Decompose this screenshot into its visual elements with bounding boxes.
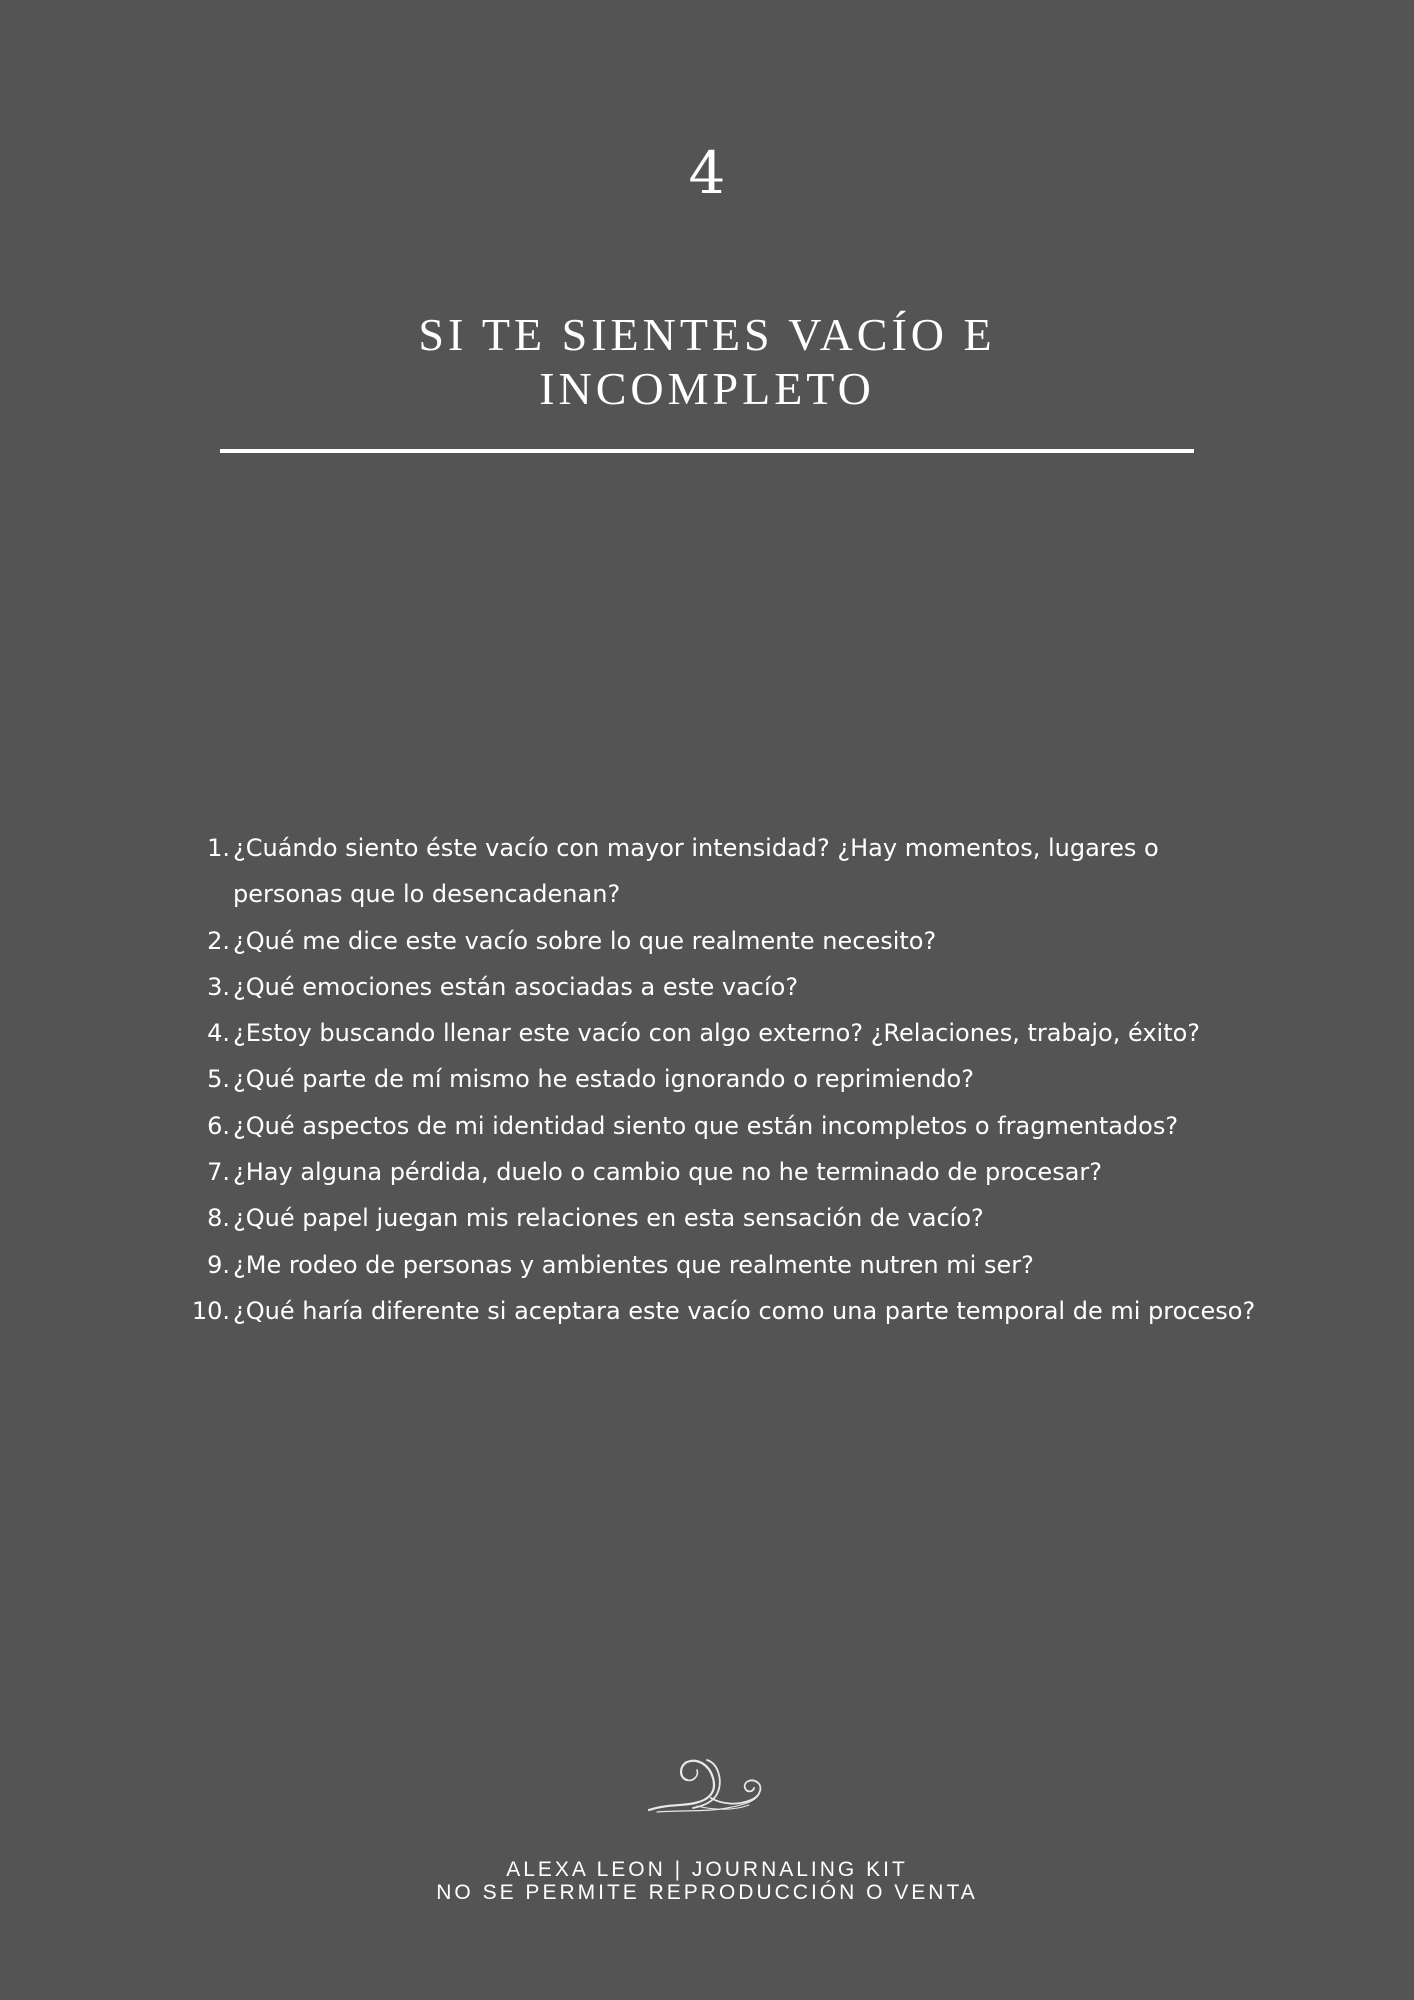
question-text: ¿Qué papel juegan mis relaciones en esta sensación de vacío?: [233, 1204, 984, 1233]
page-number: 4: [688, 139, 726, 207]
page-title: [220, 308, 1194, 416]
question-item: [180, 1010, 1260, 1056]
question-number: 7.: [207, 1158, 230, 1187]
page-title-line-2: INCOMPLETO: [539, 363, 875, 414]
question-item: [180, 964, 1260, 1010]
question-number: 9.: [207, 1250, 230, 1279]
question-text: ¿Qué aspectos de mi identidad siento que están incompletos o fragmentados?: [233, 1111, 1179, 1140]
footer-credit: ALEXA LEON | JOURNALING KIT: [506, 1858, 908, 1881]
question-number: 6.: [207, 1111, 230, 1140]
title-divider: [220, 449, 1194, 453]
question-number: 2.: [207, 926, 230, 955]
question-item: [180, 1149, 1260, 1195]
question-text: ¿Qué me dice este vacío sobre lo que realmente necesito?: [233, 926, 937, 955]
question-text: ¿Estoy buscando llenar este vacío con algo externo? ¿Relaciones, trabajo, éxito?: [233, 1019, 1201, 1048]
question-text: ¿Qué haría diferente si aceptara este vacío como una parte temporal de mi proceso?: [233, 1296, 1256, 1325]
question-number: 1.: [207, 834, 230, 862]
question-text: ¿Qué emociones están asociadas a este vacío?: [233, 972, 799, 1001]
question-item: [180, 1056, 1260, 1102]
question-item: [180, 1195, 1260, 1241]
question-item: [180, 825, 1260, 918]
question-item: [180, 918, 1260, 964]
question-number: 5.: [207, 1065, 230, 1094]
question-item: [180, 1288, 1260, 1334]
question-number: 10.: [191, 1296, 230, 1325]
question-item: [180, 1242, 1260, 1288]
page-title-line-1: SI TE SIENTES VACÍO E: [418, 309, 996, 360]
wave-logo-icon: [647, 1748, 767, 1818]
question-number: 4.: [207, 1019, 230, 1048]
question-item: [180, 1103, 1260, 1149]
question-number: 8.: [207, 1204, 230, 1233]
question-list: [180, 825, 1260, 1334]
question-number: 3.: [207, 972, 230, 1001]
footer-copyright-notice: NO SE PERMITE REPRODUCCIÓN O VENTA: [436, 1881, 978, 1904]
question-text: ¿Me rodeo de personas y ambientes que realmente nutren mi ser?: [233, 1250, 1034, 1279]
question-text: ¿Cuándo siento éste vacío con mayor intensidad? ¿Hay momentos, lugares o personas que lo desencadenan?: [233, 834, 1159, 909]
question-text: ¿Hay alguna pérdida, duelo o cambio que no he terminado de procesar?: [233, 1158, 1103, 1187]
question-text: ¿Qué parte de mí mismo he estado ignorando o reprimiendo?: [233, 1065, 974, 1094]
footer: [0, 1858, 1414, 1904]
